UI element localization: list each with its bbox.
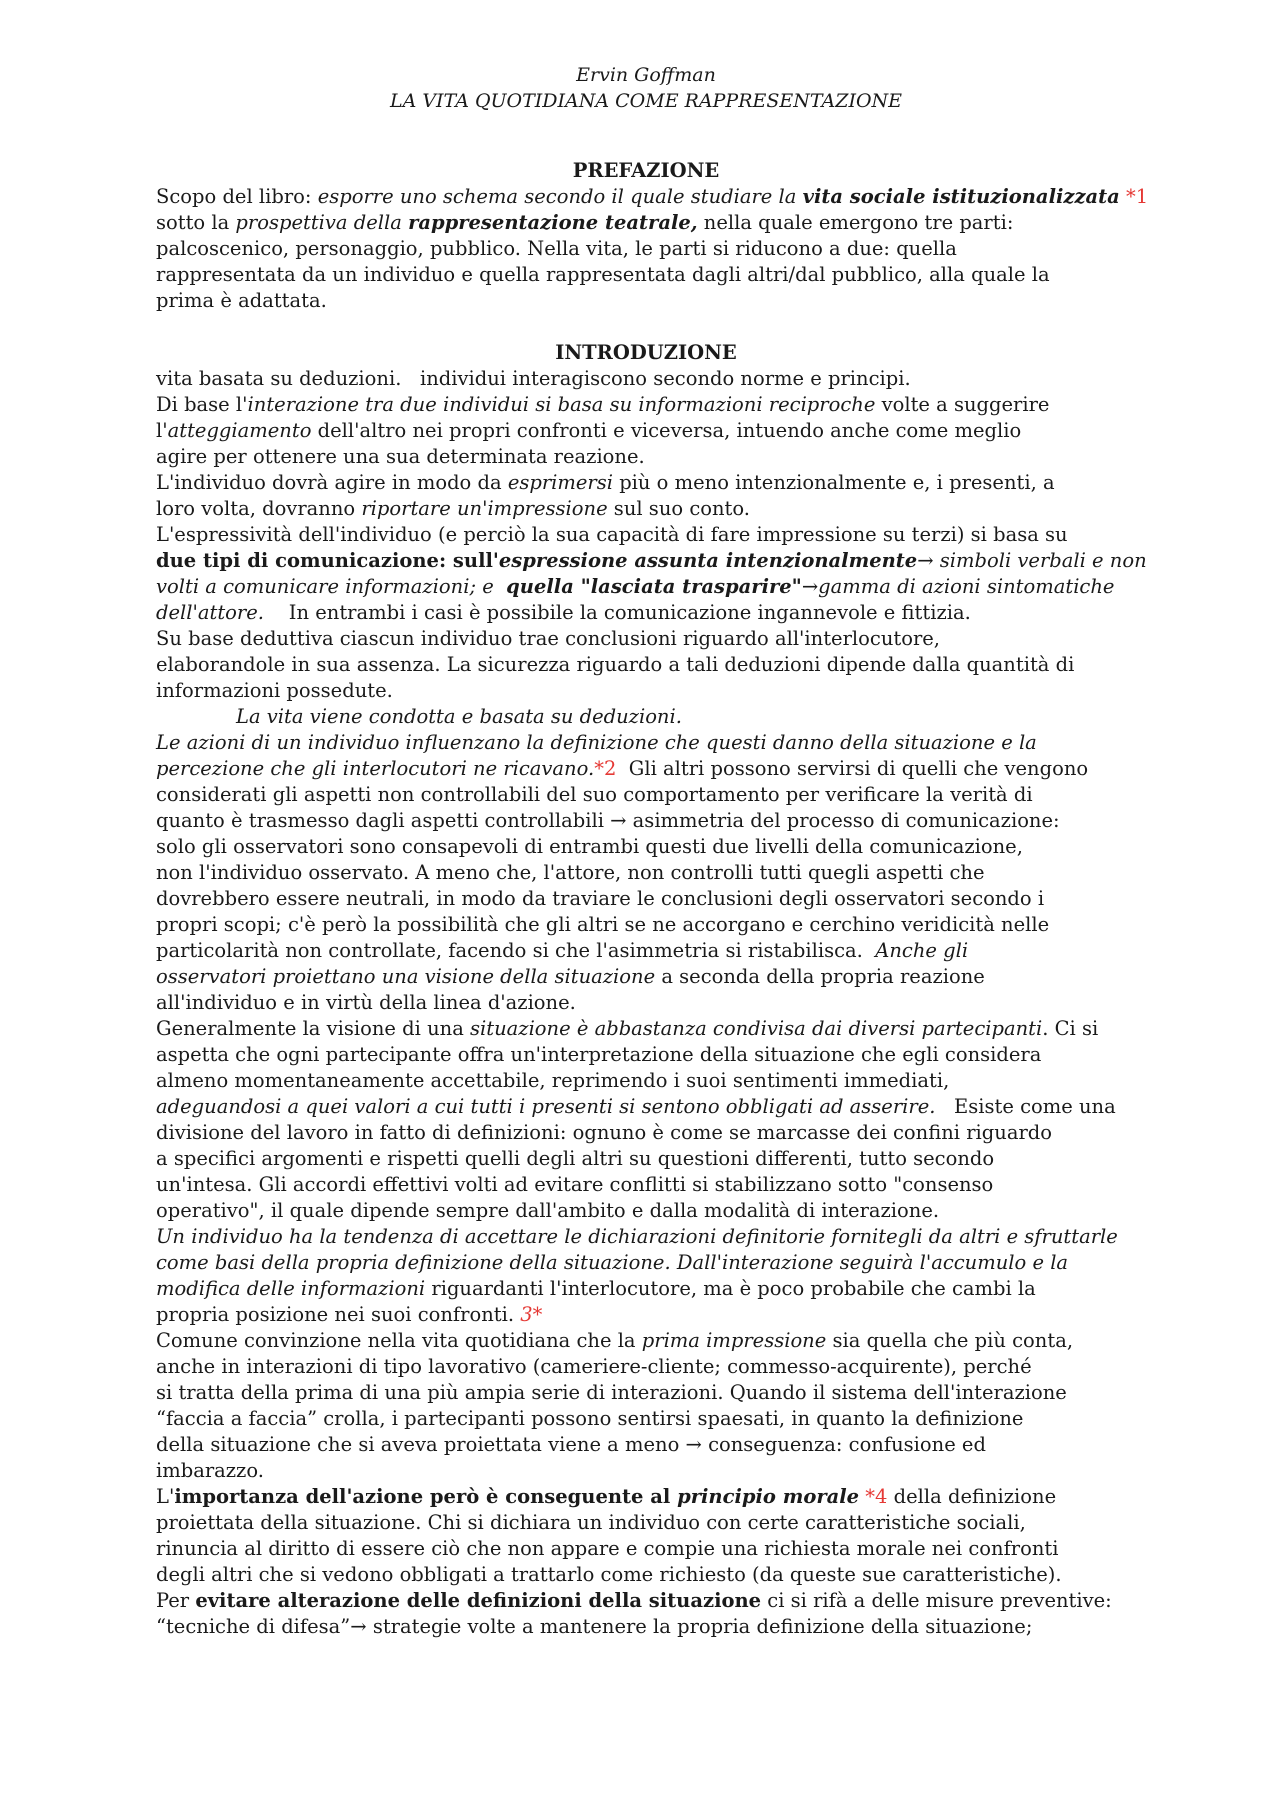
text-line — [156, 834, 1136, 860]
text-run: almeno momentaneamente accettabile, reprimendo i suoi sentimenti immediati, — [156, 1069, 950, 1092]
text-run: prospettiva della — [235, 211, 409, 234]
text-line — [156, 548, 1147, 574]
text-line — [156, 1484, 1136, 1510]
text-line — [156, 626, 1136, 652]
text-line — [156, 1588, 1136, 1614]
text-line — [156, 1432, 1136, 1458]
text-run: L' — [156, 1485, 175, 1508]
text-run: imbarazzo. — [156, 1459, 264, 1482]
text-run: sia quella che più conta, — [826, 1329, 1074, 1352]
text-run: Esiste come una — [935, 1095, 1116, 1118]
text-run: rappresentazione teatrale, — [408, 211, 698, 234]
footnote-marker: 3* — [520, 1303, 543, 1326]
text-line — [156, 1146, 1136, 1172]
text-run: informazioni possedute. — [156, 679, 393, 702]
text-run: volti a comunicare informazioni; e — [156, 575, 507, 598]
text-run: propri scopi; c'è però la possibilità che gli altri se ne accorgano e cerchino veridicità nelle — [156, 913, 1050, 936]
text-run: Un individuo ha la tendenza di accettare le dichiarazioni definitorie fornitegli da altri e sfruttarle — [156, 1225, 1118, 1248]
text-run: della definizione — [887, 1485, 1057, 1508]
footnote-marker: *1 — [1119, 185, 1149, 208]
text-run: divisione del lavoro in fatto di definizioni: ognuno è come se marcasse dei confini riguardo — [156, 1121, 1052, 1144]
text-line — [156, 210, 1136, 236]
text-line — [156, 1042, 1136, 1068]
text-run: esporre uno schema secondo il quale studiare la — [317, 185, 803, 208]
text-run: dell'altro nei propri confronti e viceversa, intuendo anche come meglio — [311, 419, 1022, 442]
text-line — [156, 262, 1136, 288]
text-run: In entrambi i casi è possibile la comunicazione ingannevole e fittizia. — [263, 601, 971, 624]
text-line — [156, 938, 1136, 964]
text-run: palcoscenico, personaggio, pubblico. Nella vita, le parti si riducono a due: quella — [156, 237, 957, 260]
text-run: della situazione che si aveva proiettata viene a meno → conseguenza: confusione ed — [156, 1433, 986, 1456]
book-title: LA VITA QUOTIDIANA COME RAPPRESENTAZIONE — [389, 90, 903, 112]
text-line — [156, 886, 1136, 912]
text-run: “faccia a faccia” crolla, i partecipanti possono sentirsi spaesati, in quanto la definizione — [156, 1407, 1024, 1430]
text-line — [156, 1510, 1136, 1536]
text-line — [156, 366, 1136, 392]
text-run: →gamma di azioni sintomatiche — [801, 575, 1115, 598]
text-line — [156, 1354, 1136, 1380]
text-run: aspetta che ogni partecipante offra un'interpretazione della situazione che egli considera — [156, 1043, 1042, 1066]
text-line — [156, 1250, 1136, 1276]
text-run: importanza dell'azione però è conseguente al — [174, 1485, 678, 1508]
text-run: Su base deduttiva ciascun individuo trae conclusioni riguardo all'interlocutore, — [156, 627, 941, 650]
text-line — [156, 1328, 1136, 1354]
text-run: Comune convinzione nella vita quotidiana che la — [156, 1329, 642, 1352]
text-run: modifica delle informazioni — [156, 1277, 426, 1300]
text-line — [156, 1172, 1136, 1198]
text-run: evitare alterazione delle definizioni della situazione — [195, 1589, 762, 1612]
text-run: vita basata su deduzioni. individui interagiscono secondo norme e principi. — [156, 367, 911, 390]
text-line — [156, 1276, 1136, 1302]
text-run: dovrebbero essere neutrali, in modo da traviare le conclusioni degli osservatori secondo i — [156, 887, 1045, 910]
text-run: situazione è abbastanza condivisa dai diversi partecipanti — [470, 1017, 1043, 1040]
text-line — [156, 964, 1136, 990]
document-header — [156, 62, 1136, 114]
text-run: non l'individuo osservato. A meno che, l'attore, non controlli tutti quegli aspetti che — [156, 861, 985, 884]
text-run: prima è adattata. — [156, 289, 327, 312]
text-run: Gli altri possono servirsi di quelli che vengono — [616, 757, 1089, 780]
text-line — [156, 600, 1136, 626]
text-run: si tratta della prima di una più ampia serie di interazioni. Quando il sistema dell'interazione — [156, 1381, 1067, 1404]
text-run: proiettata della situazione. Chi si dichiara un individuo con certe caratteristiche sociali, — [156, 1511, 1026, 1534]
text-line — [156, 1562, 1136, 1588]
text-line — [156, 522, 1136, 548]
introduzione-heading: INTRODUZIONE — [555, 341, 737, 364]
text-run: osservatori proiettano una visione della situazione — [156, 965, 656, 988]
text-run: volte a suggerire — [875, 393, 1050, 416]
text-run: operativo", il quale dipende sempre dall'ambito e dalla modalità di interazione. — [156, 1199, 940, 1222]
text-run: quella "lasciata trasparire" — [506, 575, 802, 598]
footnote-marker: *2 — [594, 757, 617, 780]
text-run: L'espressività dell'individuo (e perciò la sua capacità di fare impressione su terzi) si basa su — [156, 523, 1068, 546]
text-run: anche in interazioni di tipo lavorativo (cameriere-cliente; commesso-acquirente), perché — [156, 1355, 1032, 1378]
text-line — [156, 1302, 1136, 1328]
text-run: Generalmente la visione di una — [156, 1017, 471, 1040]
text-run: nella quale emergono tre parti: — [697, 211, 1014, 234]
text-run: riguardanti l'interlocutore, ma è poco probabile che cambi la — [425, 1277, 1036, 1300]
document-page — [156, 62, 1149, 1640]
text-line — [156, 496, 1136, 522]
footnote-marker: *4 — [859, 1485, 888, 1508]
text-line — [156, 1406, 1136, 1432]
text-run: → simboli verbali e non — [917, 549, 1147, 572]
text-line — [156, 756, 1136, 782]
text-run: Di base l' — [156, 393, 248, 416]
text-line — [156, 1536, 1136, 1562]
text-line — [156, 1198, 1136, 1224]
text-line — [156, 860, 1136, 886]
text-line — [156, 1094, 1136, 1120]
text-run: La vita viene condotta e basata su deduzioni. — [236, 705, 682, 728]
text-run: degli altri che si vedono obbligati a trattarlo come richiesto (da queste sue caratteristiche). — [156, 1563, 1062, 1586]
text-line — [156, 782, 1136, 808]
text-run: principio morale — [677, 1485, 860, 1508]
text-run: particolarità non controllate, facendo si che l'asimmetria si ristabilisca. — [156, 939, 876, 962]
text-run: all'individuo e in virtù della linea d'azione. — [156, 991, 576, 1014]
text-run: atteggiamento — [167, 419, 312, 442]
text-line — [156, 392, 1136, 418]
text-run: Scopo del libro: — [156, 185, 318, 208]
text-run: a specifici argomenti e rispetti quelli degli altri su questioni differenti, tutto secondo — [156, 1147, 995, 1170]
text-run: ci si rifà a delle misure preventive: — [761, 1589, 1112, 1612]
text-line — [156, 730, 1136, 756]
text-run: espressione assunta intenzionalmente — [498, 549, 918, 572]
text-run: prima impressione — [641, 1329, 827, 1352]
text-run: esprimersi — [507, 471, 613, 494]
text-line — [156, 1120, 1136, 1146]
text-run: l' — [156, 419, 168, 442]
text-run: Per — [156, 1589, 196, 1612]
text-run: “tecniche di difesa”→ strategie volte a mantenere la propria definizione della situazione; — [156, 1615, 1033, 1638]
text-run: elaborandole in sua assenza. La sicurezza riguardo a tali deduzioni dipende dalla quantità di — [156, 653, 1075, 676]
text-line — [156, 1224, 1136, 1250]
text-line — [156, 704, 1136, 730]
text-run: a seconda della propria reazione — [655, 965, 985, 988]
author-name: Ervin Goffman — [576, 64, 716, 86]
text-line — [156, 1458, 1136, 1484]
text-line — [156, 574, 1136, 600]
text-run: rinuncia al diritto di essere ciò che non appare e compie una richiesta morale nei confronti — [156, 1537, 1059, 1560]
text-run: dell'attore. — [156, 601, 264, 624]
prefazione-paragraph — [156, 184, 1149, 314]
text-run: solo gli osservatori sono consapevoli di entrambi questi due livelli della comunicazione, — [156, 835, 1023, 858]
text-line — [156, 652, 1136, 678]
text-line — [156, 1068, 1136, 1094]
text-run: sul suo conto. — [607, 497, 750, 520]
text-line — [156, 678, 1136, 704]
text-run: agire per ottenere una sua determinata reazione. — [156, 445, 645, 468]
text-line — [156, 236, 1136, 262]
text-run: rappresentata da un individuo e quella rappresentata dagli altri/dal pubblico, alla quale la — [156, 263, 1050, 286]
text-line — [156, 808, 1136, 834]
text-run: Anche gli — [875, 939, 969, 962]
text-run: . Ci si — [1042, 1017, 1099, 1040]
text-run: vita sociale istituzionalizzata — [802, 185, 1120, 208]
text-line — [156, 1016, 1136, 1042]
text-run: sotto la — [156, 211, 236, 234]
text-run: considerati gli aspetti non controllabili del suo comportamento per verificare la verità di — [156, 783, 1033, 806]
text-run: propria posizione nei suoi confronti. — [156, 1303, 521, 1326]
text-run: interazione tra due individui si basa su informazioni reciproche — [247, 393, 876, 416]
text-line — [156, 990, 1136, 1016]
prefazione-heading: PREFAZIONE — [572, 159, 720, 182]
text-run: un'intesa. Gli accordi effettivi volti ad evitare conflitti si stabilizzano sotto "consenso — [156, 1173, 994, 1196]
text-run: quanto è trasmesso dagli aspetti controllabili → asimmetria del processo di comunicazione: — [156, 809, 1060, 832]
text-run: due tipi di comunicazione: sull' — [156, 549, 499, 572]
text-line — [156, 444, 1136, 470]
text-run: percezione che gli interlocutori ne ricavano. — [156, 757, 595, 780]
text-run: loro volta, dovranno — [156, 497, 362, 520]
text-line — [156, 912, 1136, 938]
text-line — [156, 470, 1136, 496]
text-line — [156, 418, 1136, 444]
text-line — [156, 288, 1136, 314]
text-run: più o meno intenzionalmente e, i presenti, a — [613, 471, 1055, 494]
introduzione-paragraph — [156, 366, 1147, 1640]
text-line — [156, 184, 1149, 210]
text-line — [156, 1614, 1136, 1640]
text-run: riportare un'impressione — [361, 497, 608, 520]
text-run: come basi della propria definizione della situazione. Dall'interazione seguirà l'accumulo e la — [156, 1251, 1069, 1274]
text-line — [156, 1380, 1136, 1406]
text-run: Le azioni di un individuo influenzano la definizione che questi danno della situazione e la — [156, 731, 1037, 754]
text-run: L'individuo dovrà agire in modo da — [156, 471, 508, 494]
text-run: adeguandosi a quei valori a cui tutti i presenti si sentono obbligati ad asserire. — [156, 1095, 936, 1118]
